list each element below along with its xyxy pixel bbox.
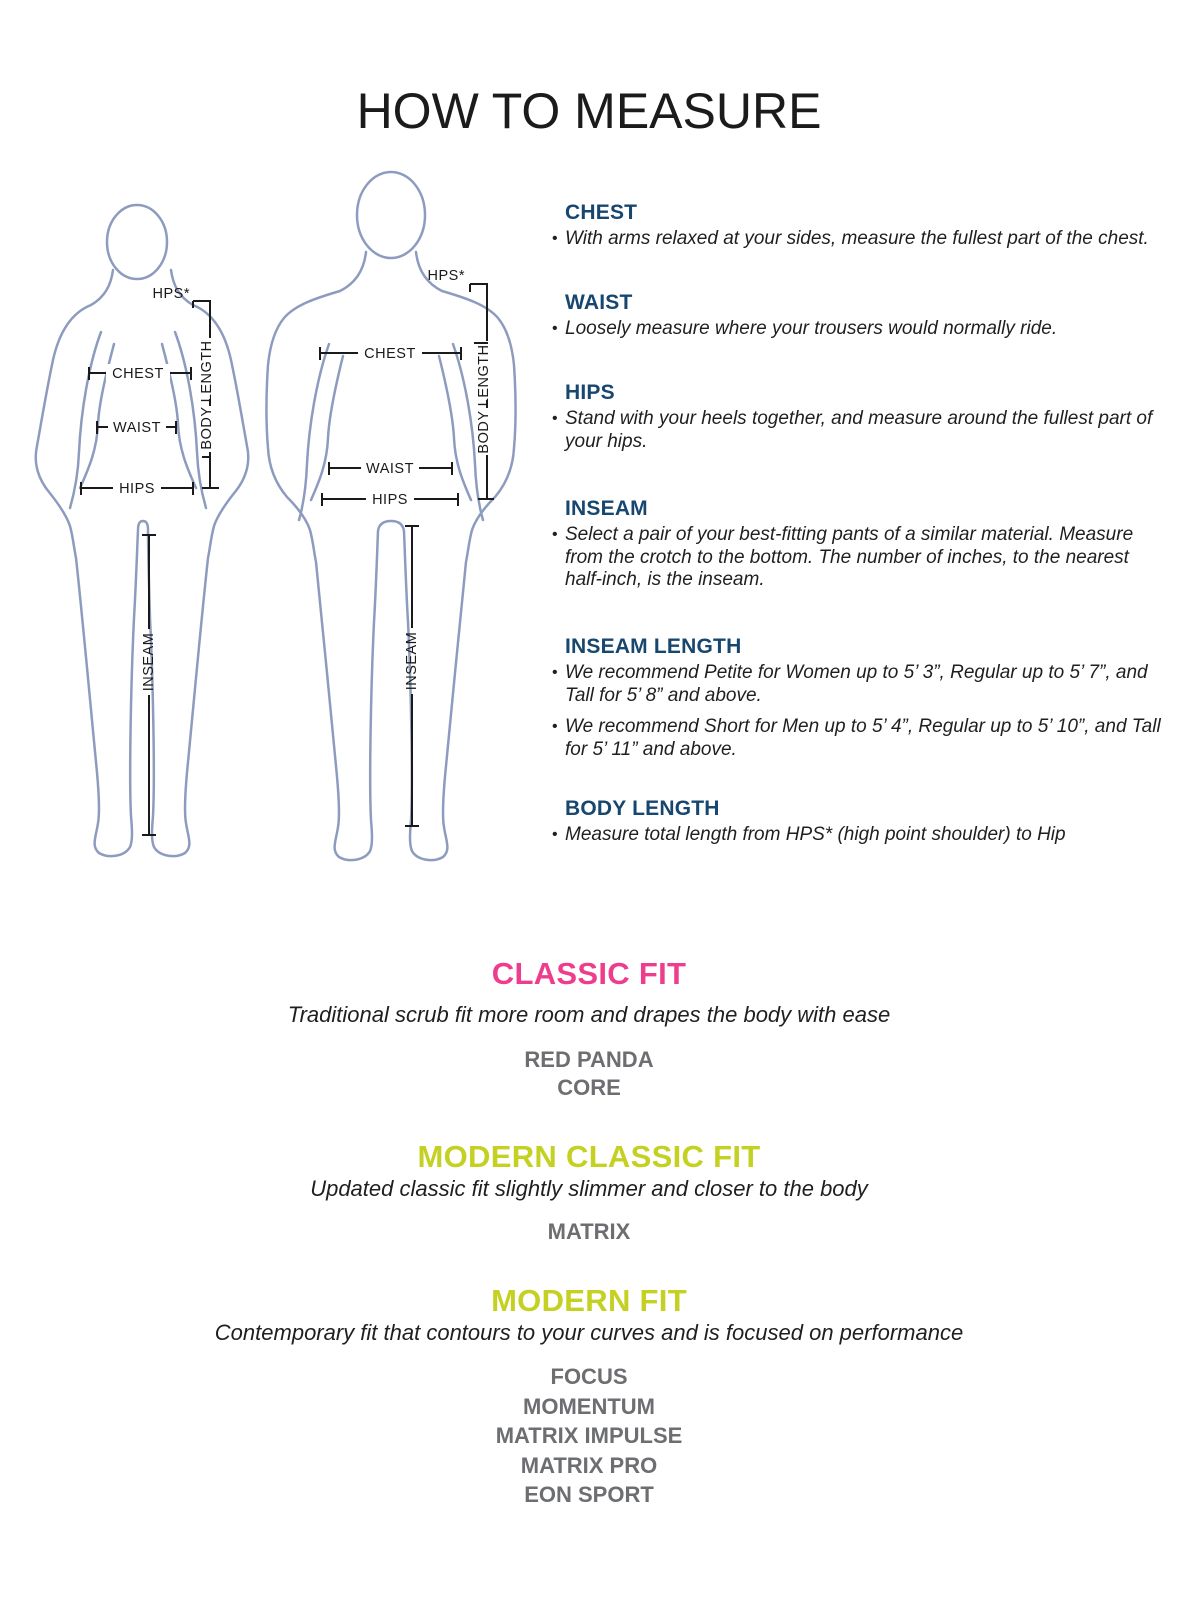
female-waist-label: WAIST (113, 420, 161, 436)
section-inseam-length-text-men: We recommend Short for Men up to 5’ 4”, Regular up to 5’ 10”, and Tall for 5’ 11” and above. (565, 716, 1161, 760)
modern-fit-block (0, 1283, 1178, 1510)
product-name: MATRIX PRO (520, 1452, 658, 1478)
product-name: FOCUS (550, 1364, 628, 1389)
female-body-outline (36, 270, 249, 856)
section-chest-heading: CHEST (565, 201, 638, 224)
classic-fit-heading: CLASSIC FIT (491, 956, 687, 991)
product-name: MOMENTUM (523, 1393, 655, 1419)
female-figure (36, 205, 249, 856)
male-hips-line (322, 490, 458, 508)
body-measurement-diagram (20, 160, 530, 900)
section-inseam-bullet (552, 524, 1168, 592)
section-inseam-text: Select a pair of your best-fitting pants of a similar material. Measure from the crotch to the bottom. The number of inches, to the nearest half-inch, is the inseam. (565, 524, 1134, 590)
male-body-length-label: BODY LENGTH (476, 344, 492, 454)
female-body-length-label: BODY LENGTH (199, 340, 215, 450)
section-hips-text: Stand with your heels together, and measure around the fullest part of your hips. (565, 408, 1153, 452)
female-hips-line (81, 479, 193, 497)
bullet-dot: • (552, 664, 558, 681)
section-waist-heading: WAIST (565, 291, 633, 314)
section-body-length-heading: BODY LENGTH (565, 797, 720, 820)
male-chest-label: CHEST (364, 346, 416, 362)
section-inseam-length-heading: INSEAM LENGTH (565, 635, 742, 658)
female-chest-label: CHEST (112, 366, 164, 382)
section-waist-text: Loosely measure where your trousers would normally ride. (565, 318, 1058, 339)
classic-fit-block (0, 956, 1178, 1102)
section-inseam-length-bullet-women (552, 662, 1168, 707)
section-hips-bullet (552, 408, 1168, 453)
section-inseam-length (552, 636, 1168, 761)
modern-classic-fit-block (0, 1139, 1178, 1246)
male-hips-label: HIPS (372, 492, 408, 508)
section-waist (552, 292, 1168, 341)
section-inseam-heading: INSEAM (565, 497, 648, 520)
male-figure (267, 172, 516, 860)
female-head-outline (107, 205, 167, 279)
page-title: HOW TO MEASURE (356, 82, 822, 139)
section-inseam (552, 498, 1168, 592)
bullet-dot: • (552, 718, 558, 735)
bullet-dot: • (552, 230, 558, 247)
classic-fit-products (0, 1046, 1178, 1102)
bullet-dot: • (552, 826, 558, 843)
product-name: MATRIX IMPULSE (495, 1423, 683, 1448)
section-body-length (552, 798, 1168, 847)
female-hps-label: HPS* (152, 286, 190, 302)
modern-classic-fit-heading: MODERN CLASSIC FIT (417, 1139, 761, 1174)
male-inseam-label: INSEAM (404, 631, 420, 691)
section-body-length-bullet (552, 824, 1168, 847)
female-inseam-label: INSEAM (141, 632, 157, 692)
male-hps-label: HPS* (427, 268, 465, 284)
section-hips-heading: HIPS (565, 381, 615, 404)
product-name: MATRIX (547, 1219, 631, 1244)
classic-fit-description: Traditional scrub fit more room and drapes the body with ease (287, 1002, 891, 1027)
bullet-dot: • (552, 410, 558, 427)
section-chest-bullet (552, 228, 1168, 251)
section-body-length-text: Measure total length from HPS* (high point shoulder) to Hip (565, 824, 1066, 845)
modern-classic-fit-products (0, 1218, 1178, 1246)
section-chest-text: With arms relaxed at your sides, measure the fullest part of the chest. (565, 228, 1149, 249)
female-hips-label: HIPS (119, 481, 155, 497)
male-waist-label: WAIST (366, 461, 414, 477)
product-name: RED PANDA (524, 1047, 654, 1072)
section-inseam-length-text-women: We recommend Petite for Women up to 5’ 3”, Regular up to 5’ 7”, and Tall for 5’ 8” and above. (565, 662, 1148, 706)
male-body-length-line (474, 284, 494, 499)
section-inseam-length-bullet-men (552, 716, 1168, 761)
modern-fit-products (0, 1362, 1178, 1510)
section-hips (552, 382, 1168, 453)
male-waist-line (329, 459, 452, 477)
modern-fit-heading: MODERN FIT (491, 1283, 687, 1318)
female-body-length-line (199, 301, 219, 488)
modern-classic-fit-description: Updated classic fit slightly slimmer and closer to the body (310, 1176, 868, 1201)
bullet-dot: • (552, 320, 558, 337)
section-chest (552, 202, 1168, 251)
bullet-dot: • (552, 526, 558, 543)
section-waist-bullet (552, 318, 1168, 341)
product-name: EON SPORT (524, 1482, 654, 1507)
male-head-outline (357, 172, 425, 258)
female-hps-marker (153, 286, 211, 308)
modern-fit-description: Contemporary fit that contours to your curves and is focused on performance (214, 1320, 964, 1345)
female-waist-line (97, 418, 176, 436)
product-name: CORE (557, 1075, 621, 1100)
